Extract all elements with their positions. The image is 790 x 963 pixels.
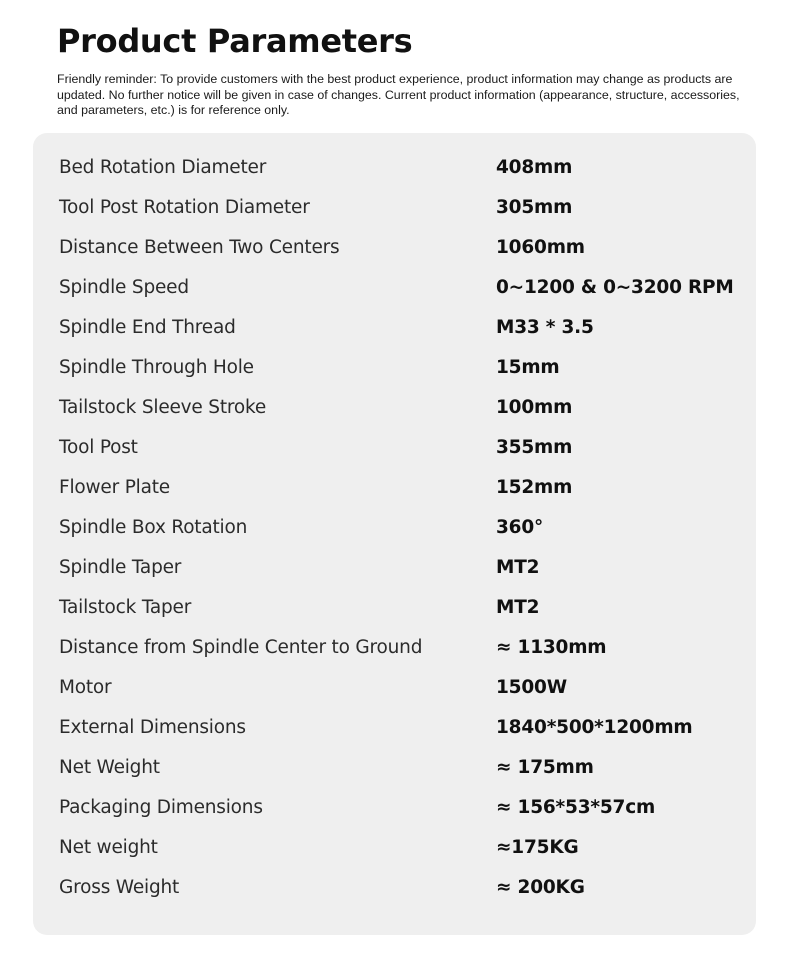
- spec-value: 408mm: [496, 156, 573, 178]
- spec-row-net-weight-kg: [33, 827, 756, 867]
- spec-row-tool-post: [33, 427, 756, 467]
- spec-value: ≈175KG: [496, 836, 579, 858]
- spec-row-external-dimensions: [33, 707, 756, 747]
- spec-value: 1500W: [496, 676, 567, 698]
- spec-value: ≈ 175mm: [496, 756, 594, 778]
- spec-value: 1060mm: [496, 236, 585, 258]
- spec-label: Spindle Through Hole: [59, 356, 254, 378]
- spec-label: Bed Rotation Diameter: [59, 156, 267, 178]
- spec-label: Flower Plate: [59, 476, 170, 498]
- spec-row-spindle-through-hole: [33, 347, 756, 387]
- spec-row-spindle-speed: [33, 267, 756, 307]
- spec-label: Tool Post: [59, 436, 138, 458]
- spec-value: 0~1200 & 0~3200 RPM: [496, 276, 734, 298]
- parameters-list: [33, 147, 756, 907]
- spec-value: MT2: [496, 556, 540, 578]
- spec-row-spindle-box-rotation: [33, 507, 756, 547]
- spec-value: ≈ 1130mm: [496, 636, 607, 658]
- spec-value: 15mm: [496, 356, 560, 378]
- spec-value: 152mm: [496, 476, 573, 498]
- spec-label: Distance Between Two Centers: [59, 236, 340, 258]
- spec-row-distance-between-centers: [33, 227, 756, 267]
- spec-label: Tailstock Sleeve Stroke: [59, 396, 267, 418]
- page-title: Product Parameters: [57, 22, 413, 60]
- spec-label: Tailstock Taper: [59, 596, 192, 618]
- spec-value: M33 * 3.5: [496, 316, 594, 338]
- friendly-reminder-text: Friendly reminder: To provide customers with the best product experience, product information may change as products are updated. No further notice will be given in case of changes. Current product information (appearance, structure, accessories, and parameters, etc.) is for reference only.: [57, 72, 740, 117]
- spec-label: Tool Post Rotation Diameter: [59, 196, 310, 218]
- spec-value: 355mm: [496, 436, 573, 458]
- spec-row-spindle-center-to-ground: [33, 627, 756, 667]
- spec-row-flower-plate: [33, 467, 756, 507]
- spec-label: Spindle Box Rotation: [59, 516, 248, 538]
- spec-value: 360°: [496, 516, 544, 538]
- spec-row-packaging-dimensions: [33, 787, 756, 827]
- spec-label: Net weight: [59, 836, 158, 858]
- spec-label: Packaging Dimensions: [59, 796, 263, 818]
- spec-value: 305mm: [496, 196, 573, 218]
- spec-value: ≈ 156*53*57cm: [496, 796, 656, 818]
- spec-value: MT2: [496, 596, 540, 618]
- spec-label: Spindle Speed: [59, 276, 189, 298]
- spec-row-bed-rotation-diameter: [33, 147, 756, 187]
- spec-label: Net Weight: [59, 756, 160, 778]
- spec-label: Motor: [59, 676, 112, 698]
- spec-label: Gross Weight: [59, 876, 180, 898]
- spec-label: Distance from Spindle Center to Ground: [59, 636, 423, 658]
- parameters-panel: [33, 133, 756, 935]
- spec-value: 1840*500*1200mm: [496, 716, 693, 738]
- spec-row-tailstock-taper: [33, 587, 756, 627]
- spec-label: Spindle End Thread: [59, 316, 236, 338]
- spec-row-spindle-end-thread: [33, 307, 756, 347]
- spec-row-motor: [33, 667, 756, 707]
- spec-label: External Dimensions: [59, 716, 246, 738]
- spec-row-net-weight: [33, 747, 756, 787]
- spec-row-tool-post-rotation-diameter: [33, 187, 756, 227]
- spec-row-tailstock-sleeve-stroke: [33, 387, 756, 427]
- spec-label: Spindle Taper: [59, 556, 182, 578]
- spec-value: 100mm: [496, 396, 573, 418]
- spec-row-spindle-taper: [33, 547, 756, 587]
- spec-row-gross-weight: [33, 867, 756, 907]
- spec-value: ≈ 200KG: [496, 876, 585, 898]
